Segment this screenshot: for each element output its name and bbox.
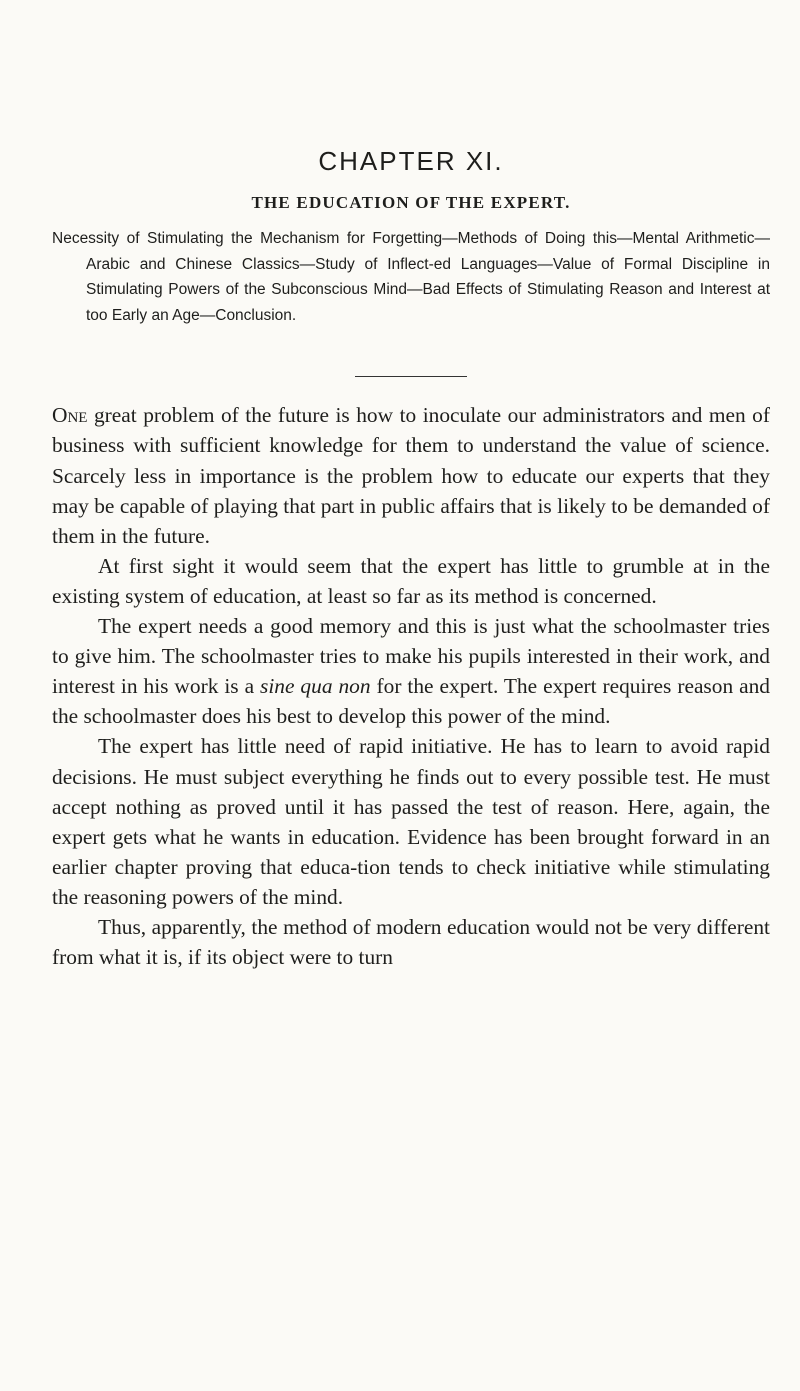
paragraph-3 [52, 611, 770, 731]
chapter-synopsis: Necessity of Stimulating the Mechanism for Forgetting—Methods of Doing this—Mental Arithmetic—Arabic and Chinese Classics—Study of Inflect-ed Languages—Value of Formal Discipline in Stimulating Powers of the Subconscious Mind—Bad Effects of Stimulating Reason and Interest at too Early an Age—Conclusion. [52, 230, 770, 324]
section-divider [355, 376, 467, 377]
chapter-heading: CHAPTER XI. [318, 146, 504, 176]
paragraph-3-text-a: The expert needs a good memory and this is just what the schoolmaster tries to give him. The schoolmaster tries to make his pupils interested in their work, and interest in his work is a [52, 614, 770, 699]
paragraph-5: Thus, apparently, the method of modern education would not be very different from what it is, if its object were to turn [52, 914, 770, 970]
paragraph-2: At first sight it would seem that the expert has little to grumble at in the existing system of education, at least so far as its method is concerned. [52, 553, 770, 608]
paragraph-4: The expert has little need of rapid initiative. He has to learn to avoid rapid decisions. He must subject everything he finds out to every possible test. He must accept nothing as proved until it has passed the test of reason. Here, again, the expert gets what he wants in education. Evidence has been brought forward in an earlier chapter proving that educa-tion tends to check initiative while stimulating the reasoning powers of the mind. [52, 734, 770, 909]
chapter-body [52, 400, 770, 972]
drop-lead-word: One [52, 403, 88, 428]
paragraph-1 [52, 400, 770, 550]
latin-phrase: sine qua non [260, 674, 371, 699]
paragraph-1-text: great problem of the future is how to inoculate our administrators and men of business with sufficient knowledge for them to understand the value of science. Scarcely less in importance is the problem how to educate our experts that they may be capable of playing that part in public affairs that is likely to be demanded of them in the future. [52, 403, 770, 548]
paragraph-3-text-b: for the expert. The expert requires reason and the schoolmaster does his best to develop this power of the mind. [52, 674, 770, 729]
book-page [52, 144, 770, 972]
chapter-title: THE EDUCATION OF THE EXPERT. [251, 193, 571, 212]
